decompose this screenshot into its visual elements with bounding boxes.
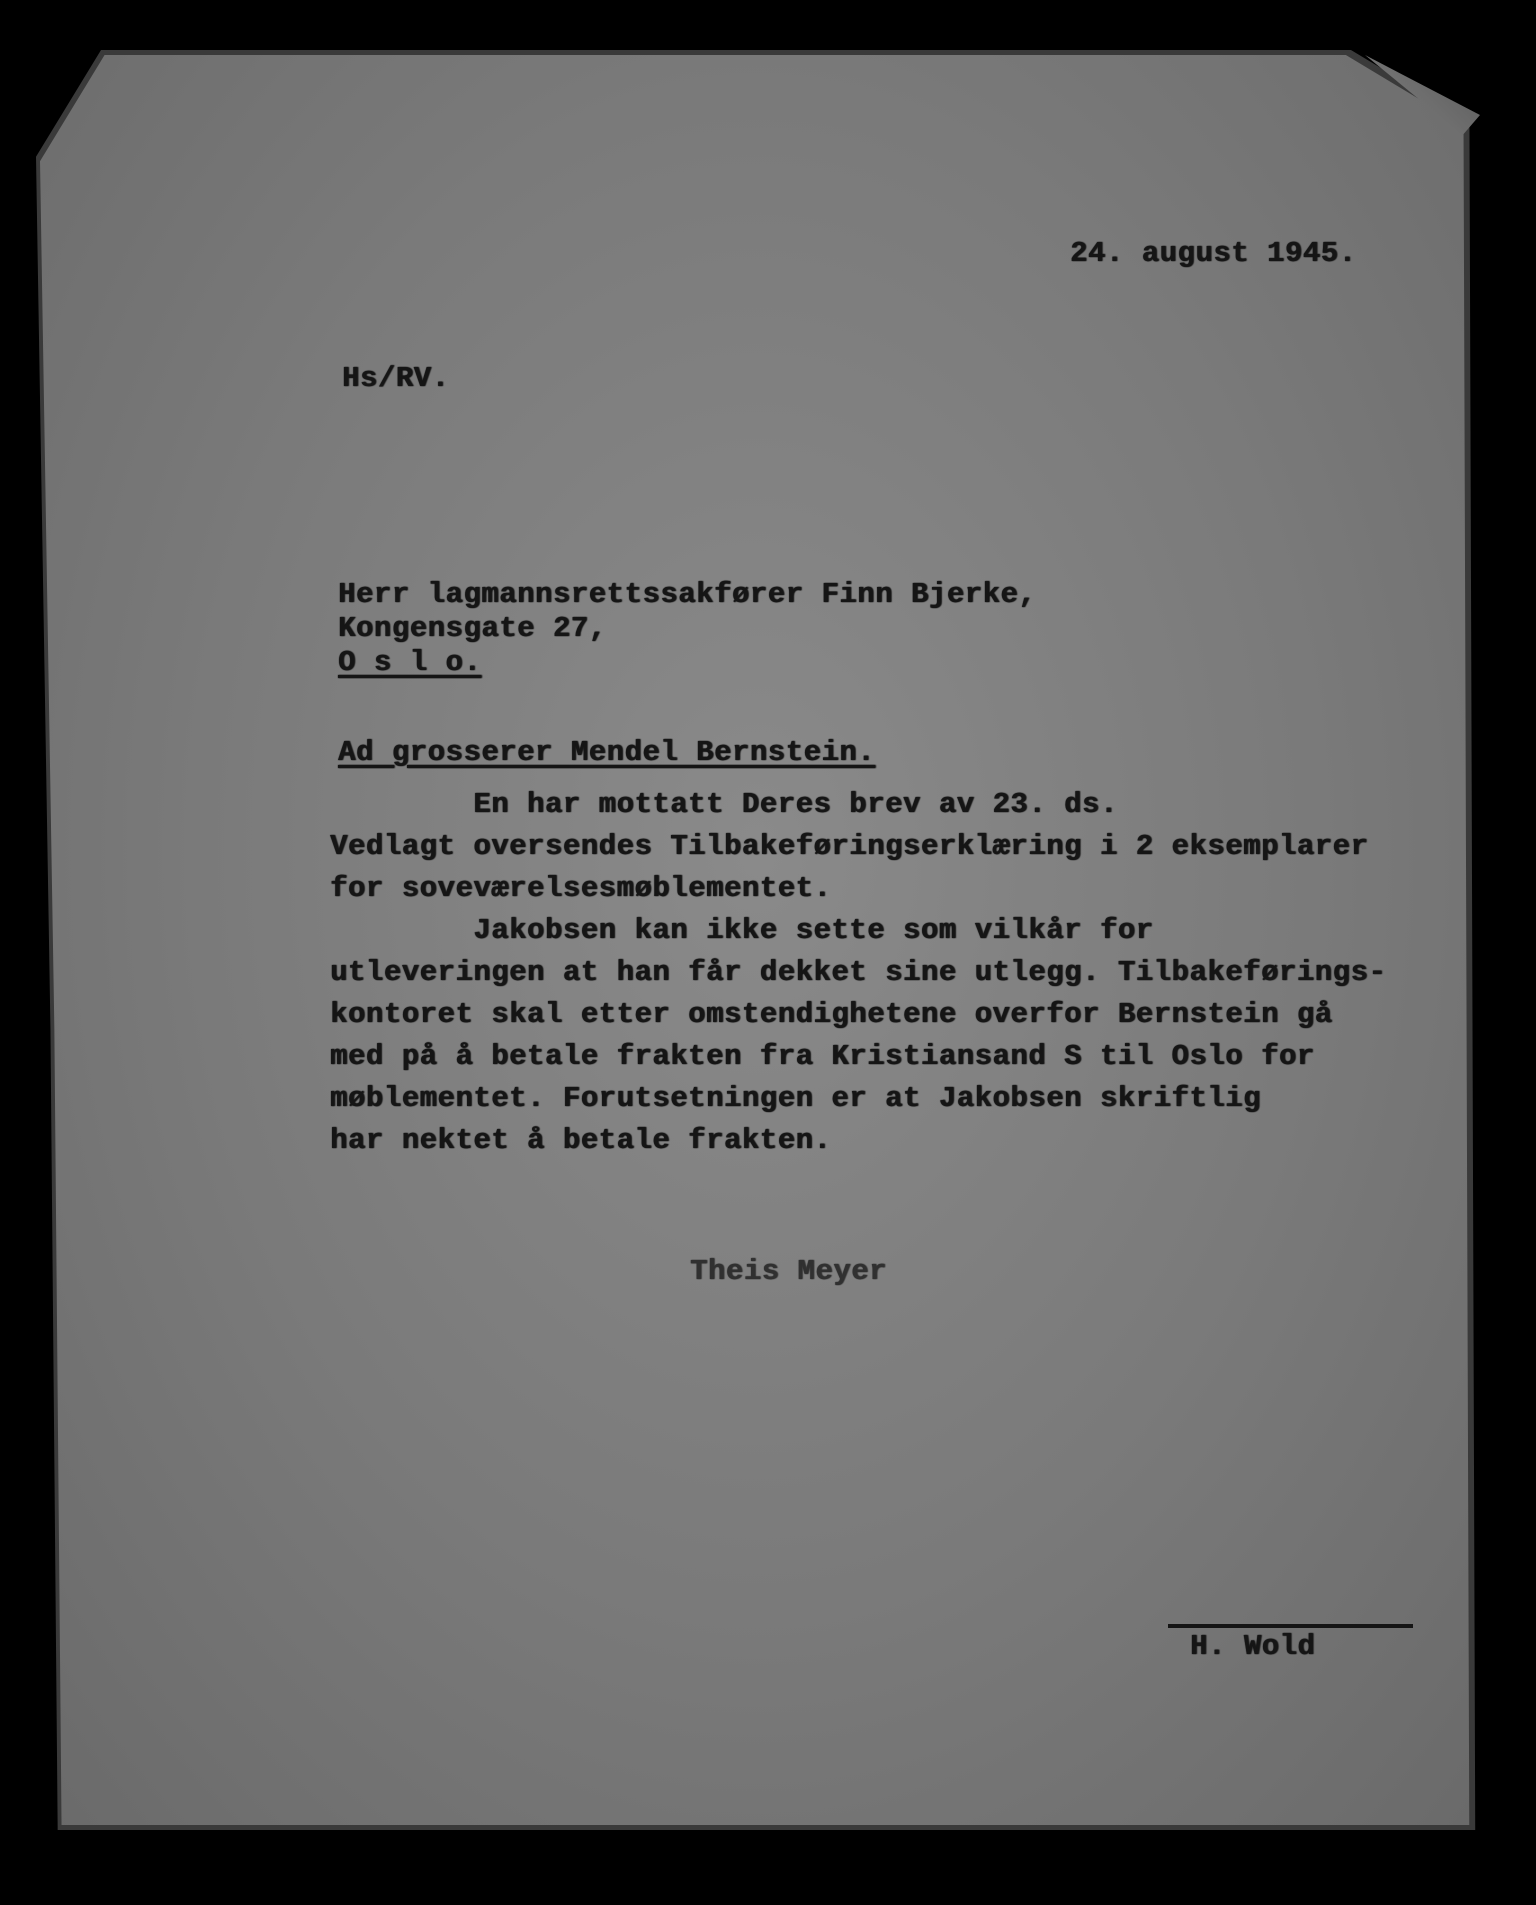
body-line-3: for soveværelsesmøblementet. <box>330 872 832 905</box>
body-line-8: møblementet. Forutsetningen er at Jakobsen skriftlig <box>330 1082 1261 1115</box>
signature-line <box>1168 1624 1413 1628</box>
letter-subject: Ad grosserer Mendel Bernstein. <box>338 736 876 769</box>
signer-name: H. Wold <box>1190 1630 1316 1663</box>
recipient-name: Herr lagmannsrettssakfører Finn Bjerke, <box>338 578 1037 611</box>
body-line-7: med på å betale frakten fra Kristiansand S til Oslo for <box>330 1040 1315 1073</box>
body-line-2: Vedlagt oversendes Tilbakeføringserklæring i 2 eksemplarer <box>330 830 1369 863</box>
letter-date: 24. august 1945. <box>1070 237 1357 270</box>
body-line-6: kontoret skal etter omstendighetene overfor Bernstein gå <box>330 998 1333 1031</box>
recipient-street: Kongensgate 27, <box>338 612 607 645</box>
greeting-from: Theis Meyer <box>690 1255 887 1288</box>
body-line-5: utleveringen at han får dekket sine utlegg. Tilbakeførings- <box>330 956 1387 989</box>
body-line-4: Jakobsen kan ikke sette som vilkår for <box>330 914 1154 947</box>
body-line-9: har nektet å betale frakten. <box>330 1124 832 1157</box>
reference-code: Hs/RV. <box>342 362 450 395</box>
body-line-1: En har mottatt Deres brev av 23. ds. <box>330 788 1118 821</box>
recipient-city: O s l o. <box>338 646 482 679</box>
